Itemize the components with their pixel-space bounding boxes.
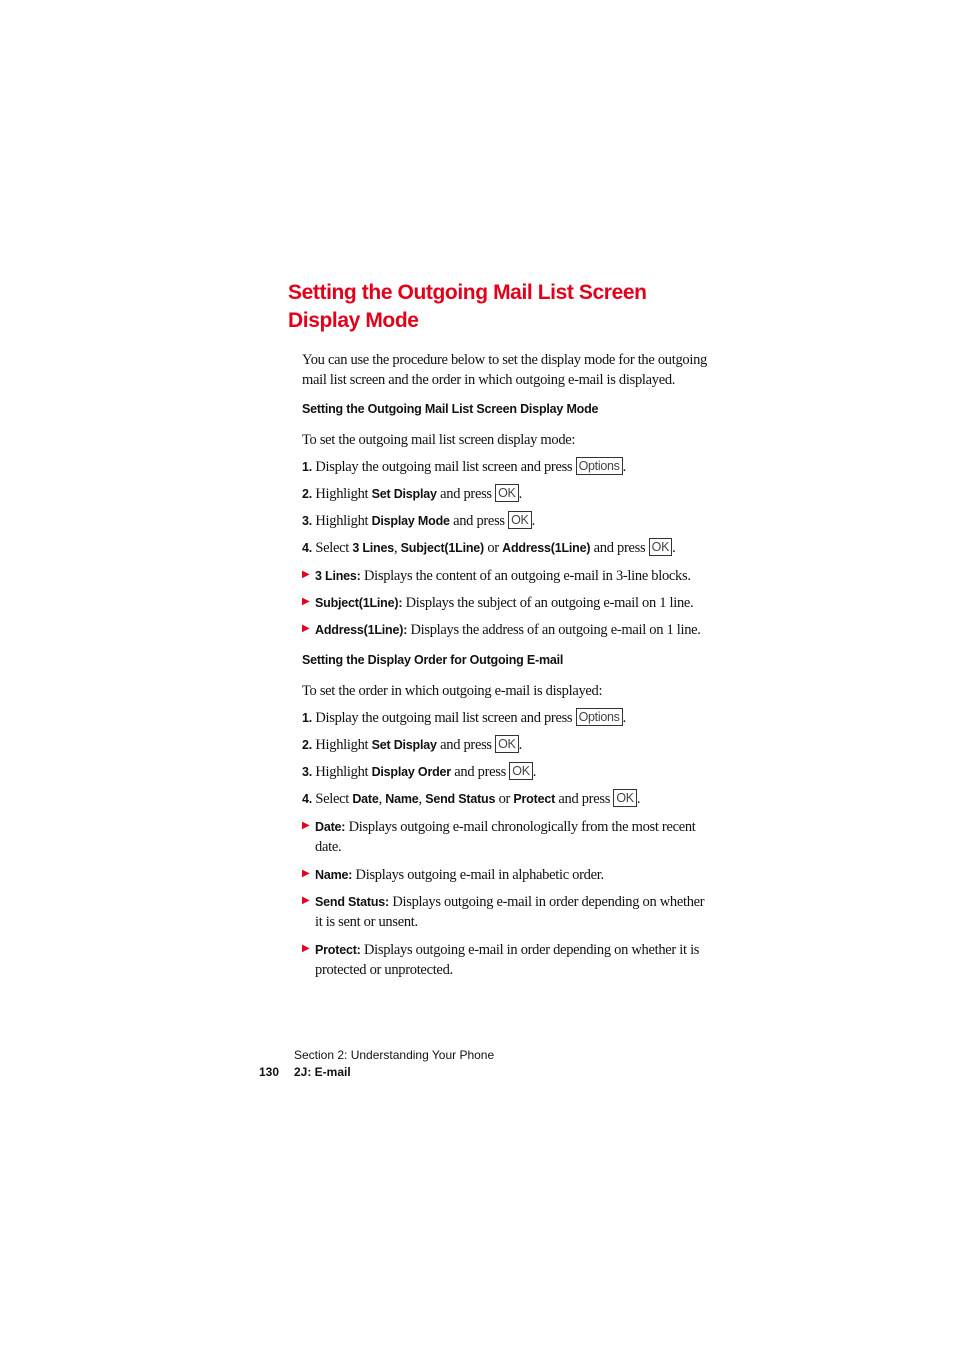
step-end: . bbox=[518, 737, 522, 753]
title-line-1: Setting the Outgoing Mail List Screen bbox=[288, 281, 647, 304]
menu-item-name: Set Display bbox=[371, 487, 437, 501]
intro-paragraph bbox=[302, 350, 707, 390]
ok-key: OK bbox=[495, 484, 518, 502]
bullet-label: Send Status: bbox=[315, 895, 389, 909]
bullet-label: Protect: bbox=[315, 943, 361, 957]
step-text: and press bbox=[440, 737, 492, 753]
step-number: 3. bbox=[302, 514, 313, 528]
option-name: 3 Lines bbox=[352, 541, 395, 555]
bullet-text: Displays the subject of an outgoing e-mail on 1 line. bbox=[405, 595, 694, 611]
section1-bullet bbox=[315, 593, 693, 613]
section2-step-1 bbox=[302, 708, 626, 728]
ok-key: OK bbox=[649, 538, 672, 556]
section1-bullet bbox=[315, 620, 701, 640]
bullet-label: 3 Lines: bbox=[315, 569, 361, 583]
bullet-label: Date: bbox=[315, 820, 346, 834]
menu-item-name: Set Display bbox=[371, 738, 437, 752]
option-name: Address(1Line) bbox=[502, 541, 591, 555]
step-end: . bbox=[622, 710, 626, 726]
option-name: Subject(1Line) bbox=[400, 541, 484, 555]
bullet-label: Address(1Line): bbox=[315, 623, 408, 637]
step-text: Highlight bbox=[315, 737, 369, 753]
section1-step-2 bbox=[302, 484, 522, 504]
intro-line-2: mail list screen and the order in which outgoing e-mail is displayed. bbox=[302, 372, 676, 388]
section1-step-3 bbox=[302, 511, 535, 531]
step-end: . bbox=[636, 791, 641, 807]
bullet-text: Displays the address of an outgoing e-mail on 1 line. bbox=[410, 622, 701, 638]
ok-key: OK bbox=[495, 735, 518, 753]
step-end: . bbox=[531, 513, 535, 529]
menu-item-name: Display Mode bbox=[371, 514, 450, 528]
step-number: 2. bbox=[302, 487, 313, 501]
step-end: . bbox=[518, 486, 522, 502]
step-text: Display the outgoing mail list screen and press bbox=[315, 710, 573, 726]
step-end: . bbox=[622, 459, 626, 475]
step-number: 2. bbox=[302, 738, 313, 752]
option-name: Date bbox=[352, 792, 379, 806]
separator: , bbox=[418, 791, 422, 807]
section2-step-3 bbox=[302, 762, 536, 782]
footer-chapter: 2J: E-mail bbox=[294, 1065, 351, 1079]
bullet-text-continued: date. bbox=[315, 839, 342, 855]
step-text: Highlight bbox=[315, 764, 369, 780]
step-number: 4. bbox=[302, 541, 313, 555]
red-triangle-arrow-icon: ▶ bbox=[302, 569, 310, 580]
bullet-text: Displays outgoing e-mail in alphabetic order. bbox=[355, 867, 604, 883]
section2-heading: Setting the Display Order for Outgoing E-mail bbox=[302, 653, 564, 667]
step-text: and press bbox=[454, 764, 506, 780]
separator: , bbox=[394, 540, 398, 556]
section2-bullet bbox=[315, 940, 699, 980]
step-text: and press bbox=[453, 513, 505, 529]
step-text: Display the outgoing mail list screen and press bbox=[315, 459, 573, 475]
page-title bbox=[288, 279, 647, 335]
step-number: 3. bbox=[302, 765, 313, 779]
red-triangle-arrow-icon: ▶ bbox=[302, 868, 310, 879]
section1-step-4 bbox=[302, 538, 675, 558]
bullet-text: Displays outgoing e-mail in order depending on whether bbox=[392, 894, 705, 910]
step-text: Highlight bbox=[315, 513, 369, 529]
section2-bullet bbox=[315, 865, 604, 885]
option-name: Protect bbox=[513, 792, 556, 806]
section2-bullet bbox=[315, 817, 696, 857]
step-text: and press bbox=[593, 540, 646, 556]
step-text: and press bbox=[440, 486, 492, 502]
step-end: . bbox=[532, 764, 537, 780]
options-key: Options bbox=[576, 457, 623, 475]
red-triangle-arrow-icon: ▶ bbox=[302, 895, 310, 906]
ok-key: OK bbox=[613, 789, 636, 807]
bullet-label: Subject(1Line): bbox=[315, 596, 403, 610]
section2-step-2 bbox=[302, 735, 522, 755]
red-triangle-arrow-icon: ▶ bbox=[302, 623, 310, 634]
step-text: or bbox=[487, 540, 499, 556]
options-key: Options bbox=[576, 708, 623, 726]
red-triangle-arrow-icon: ▶ bbox=[302, 943, 310, 954]
section2-step-4 bbox=[302, 789, 640, 809]
red-triangle-arrow-icon: ▶ bbox=[302, 820, 310, 831]
title-line-2: Display Mode bbox=[288, 309, 419, 332]
step-number: 1. bbox=[302, 460, 313, 474]
section2-lead: To set the order in which outgoing e-mail is displayed: bbox=[302, 683, 603, 699]
step-text: Highlight bbox=[315, 486, 369, 502]
step-number: 4. bbox=[302, 792, 313, 806]
page-number: 130 bbox=[259, 1065, 280, 1079]
separator: , bbox=[378, 791, 382, 807]
step-text: Select bbox=[315, 791, 349, 807]
step-text: or bbox=[498, 791, 511, 807]
intro-line-1: You can use the procedure below to set the display mode for the outgoing bbox=[302, 352, 707, 368]
footer-section: Section 2: Understanding Your Phone bbox=[294, 1048, 495, 1062]
bullet-text-continued: protected or unprotected. bbox=[315, 962, 453, 978]
ok-key: OK bbox=[509, 762, 532, 780]
step-text: Select bbox=[315, 540, 349, 556]
bullet-label: Name: bbox=[315, 868, 353, 882]
option-name: Name bbox=[385, 792, 419, 806]
bullet-text: Displays outgoing e-mail chronologically from the most recent bbox=[348, 819, 696, 835]
bullet-text: Displays the content of an outgoing e-mail in 3-line blocks. bbox=[363, 568, 691, 584]
option-name: Send Status bbox=[425, 792, 496, 806]
section1-step-1 bbox=[302, 457, 626, 477]
step-text: and press bbox=[558, 791, 611, 807]
section1-lead: To set the outgoing mail list screen display mode: bbox=[302, 432, 576, 448]
section1-bullet bbox=[315, 566, 691, 586]
step-number: 1. bbox=[302, 711, 313, 725]
section1-heading: Setting the Outgoing Mail List Screen Display Mode bbox=[302, 402, 599, 416]
section2-bullet bbox=[315, 892, 704, 932]
bullet-text-continued: it is sent or unsent. bbox=[315, 914, 418, 930]
bullet-text: Displays outgoing e-mail in order depending on whether it is bbox=[363, 942, 700, 958]
step-end: . bbox=[672, 540, 676, 556]
red-triangle-arrow-icon: ▶ bbox=[302, 596, 310, 607]
ok-key: OK bbox=[508, 511, 531, 529]
menu-item-name: Display Order bbox=[371, 765, 451, 779]
